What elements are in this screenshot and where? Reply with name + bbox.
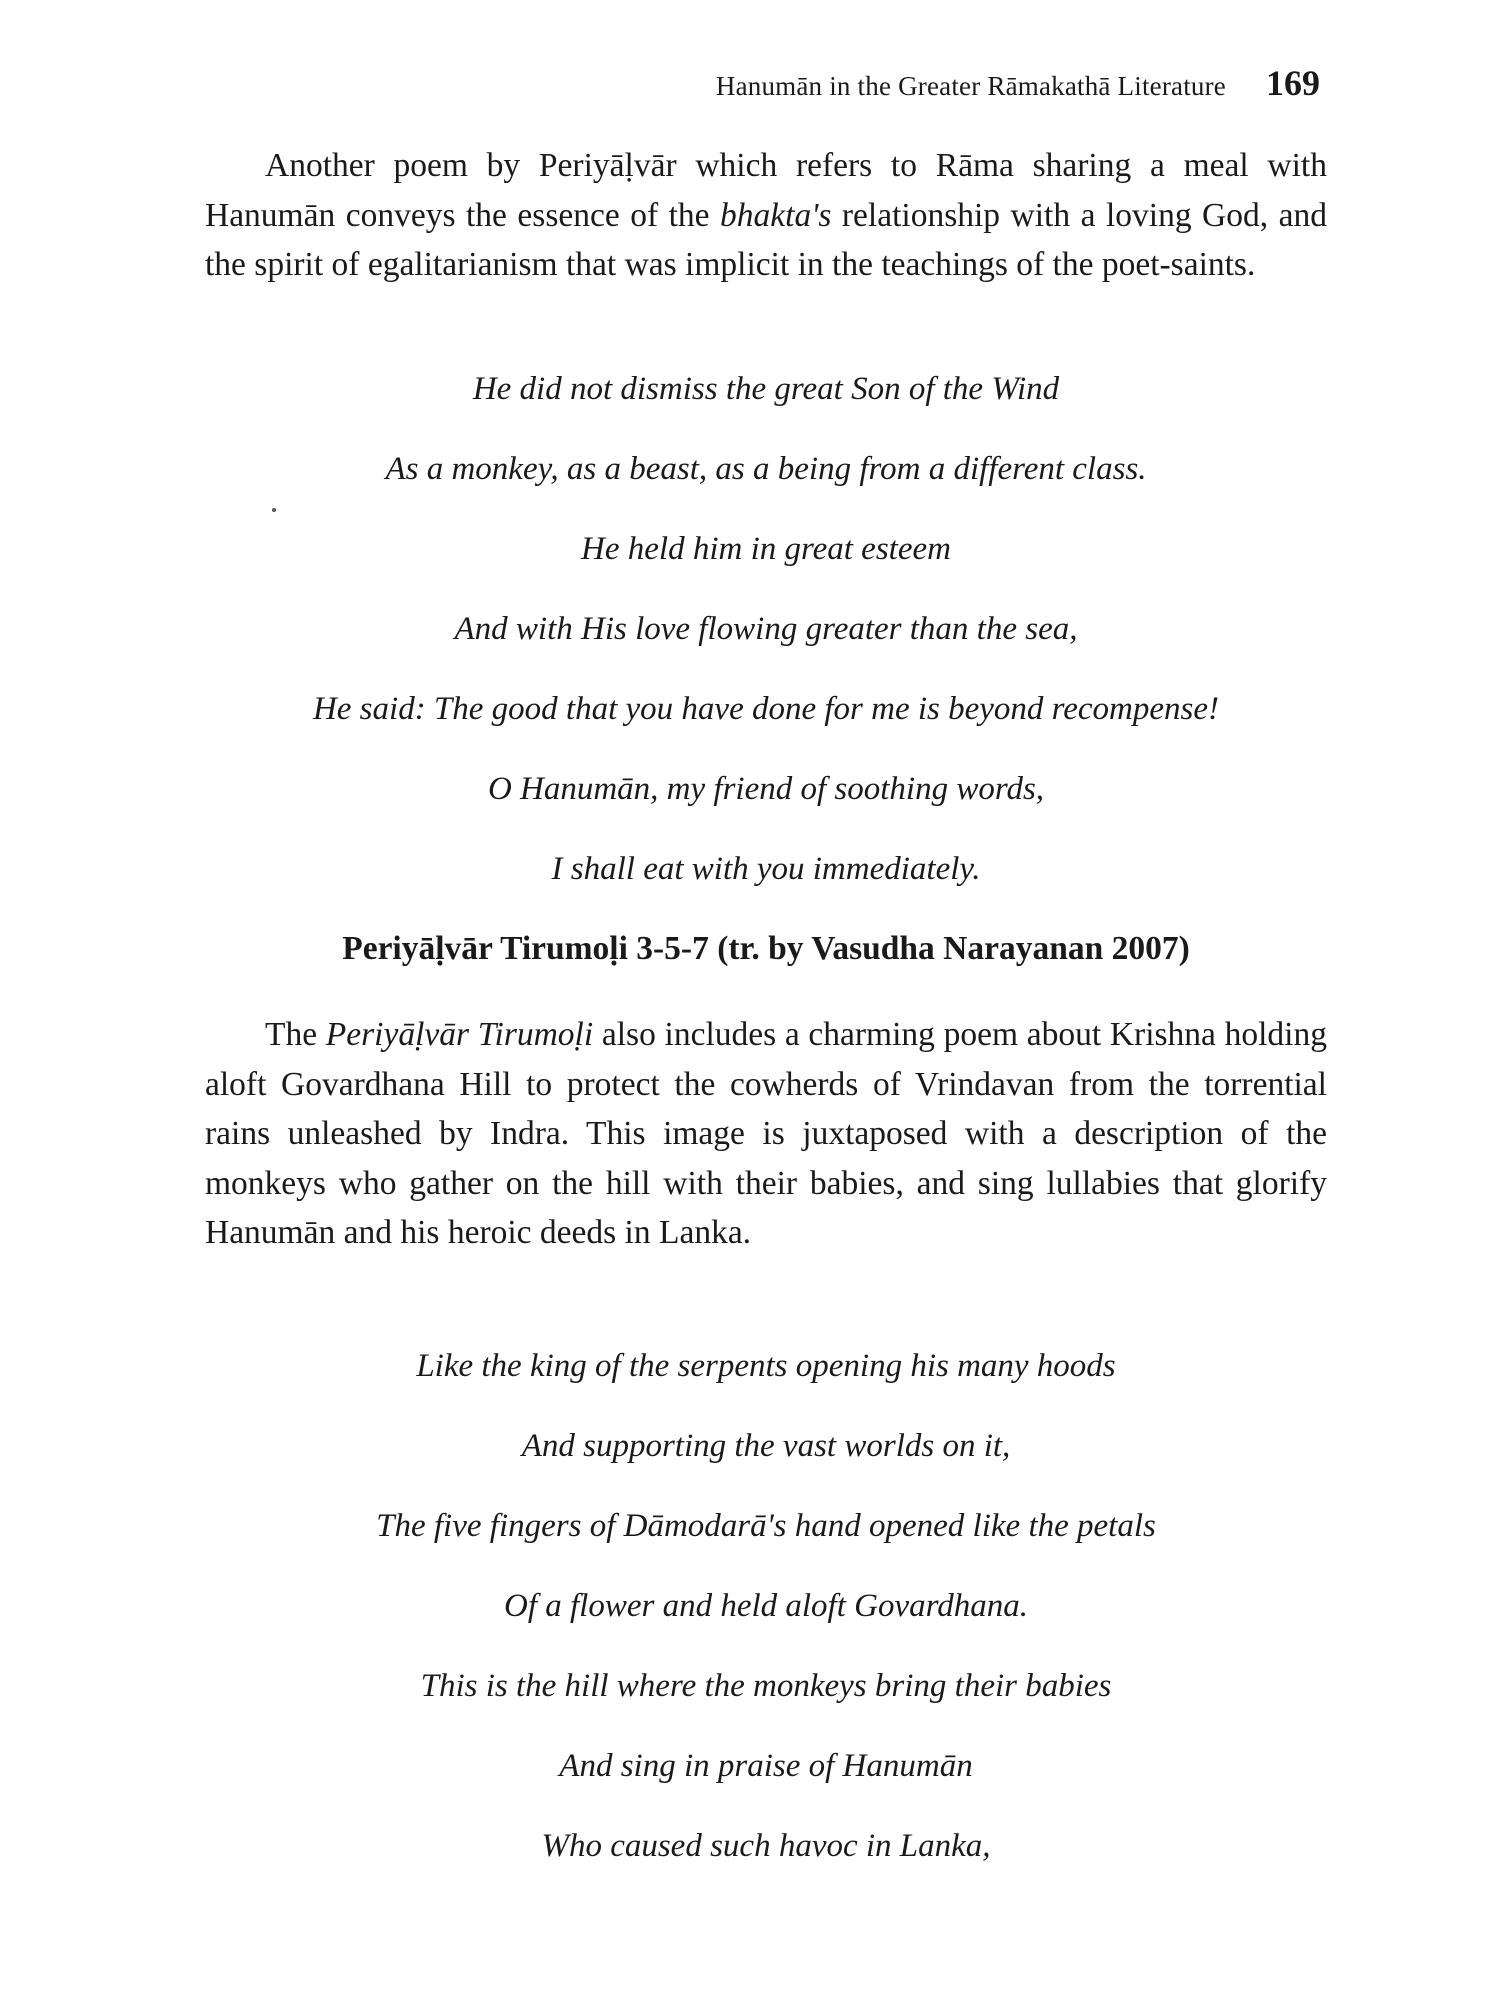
running-head bbox=[716, 62, 1320, 104]
body-paragraph-2 bbox=[205, 1010, 1327, 1258]
verse-line: He said: The good that you have done for me is beyond recompense! bbox=[312, 691, 1220, 727]
verse-line: As a monkey, as a beast, as a being from a different class. bbox=[385, 451, 1147, 487]
verse-line: I shall eat with you immediately. bbox=[551, 851, 981, 887]
verse-line: And supporting the vast worlds on it, bbox=[521, 1428, 1011, 1464]
paragraph-text: relationship with a loving God, and the spirit of egalitarianism that was implicit in the teachings of the poet-saints. bbox=[205, 196, 1327, 283]
paragraph-text: Another poem by Periyāḷvār which refers to Rāma sharing a meal with Hanumān conveys the essence of the bbox=[205, 147, 1327, 234]
print-speck bbox=[272, 508, 276, 512]
paragraph-text: also includes a charming poem about Krishna holding aloft Govardhana Hill to protect the cowherds of Vrindavan from the torrential rains unleashed by Indra. This image is juxtaposed with a description of the monkeys who gather on the hill with their babies, and sing lullabies that glorify Hanumān and his heroic deeds in Lanka. bbox=[205, 1016, 1327, 1251]
verse-line: And with His love flowing greater than the sea, bbox=[454, 611, 1078, 647]
paragraph-text: The bbox=[265, 1016, 326, 1053]
verse-line: This is the hill where the monkeys bring their babies bbox=[420, 1668, 1112, 1704]
verse-line: Who caused such havoc in Lanka, bbox=[541, 1828, 991, 1864]
verse-line: O Hanumān, my friend of soothing words, bbox=[487, 771, 1045, 807]
verse-line: Like the king of the serpents opening his many hoods bbox=[416, 1348, 1116, 1384]
verse-line: And sing in praise of Hanumān bbox=[559, 1748, 973, 1784]
page-number: 169 bbox=[1266, 63, 1320, 103]
italic-title: Periyāḷvār Tirumoḷi bbox=[325, 1016, 594, 1053]
body-paragraph-1 bbox=[205, 141, 1327, 290]
italic-term: bhakta's bbox=[720, 196, 832, 234]
verse-line: He held him in great esteem bbox=[581, 531, 951, 567]
running-title: Hanumān in the Greater Rāmakathā Literature bbox=[715, 71, 1226, 101]
verse-block-1 bbox=[205, 349, 1327, 909]
verse-line: Of a flower and held aloft Govardhana. bbox=[503, 1588, 1028, 1624]
verse-line: The five fingers of Dāmodarā's hand opened like the petals bbox=[376, 1508, 1156, 1544]
verse-block-2 bbox=[205, 1326, 1327, 1886]
verse-line: He did not dismiss the great Son of the Wind bbox=[472, 371, 1060, 407]
verse-citation: Periyāḷvār Tirumoḷi 3-5-7 (tr. by Vasudha Narayanan 2007) bbox=[342, 930, 1190, 967]
